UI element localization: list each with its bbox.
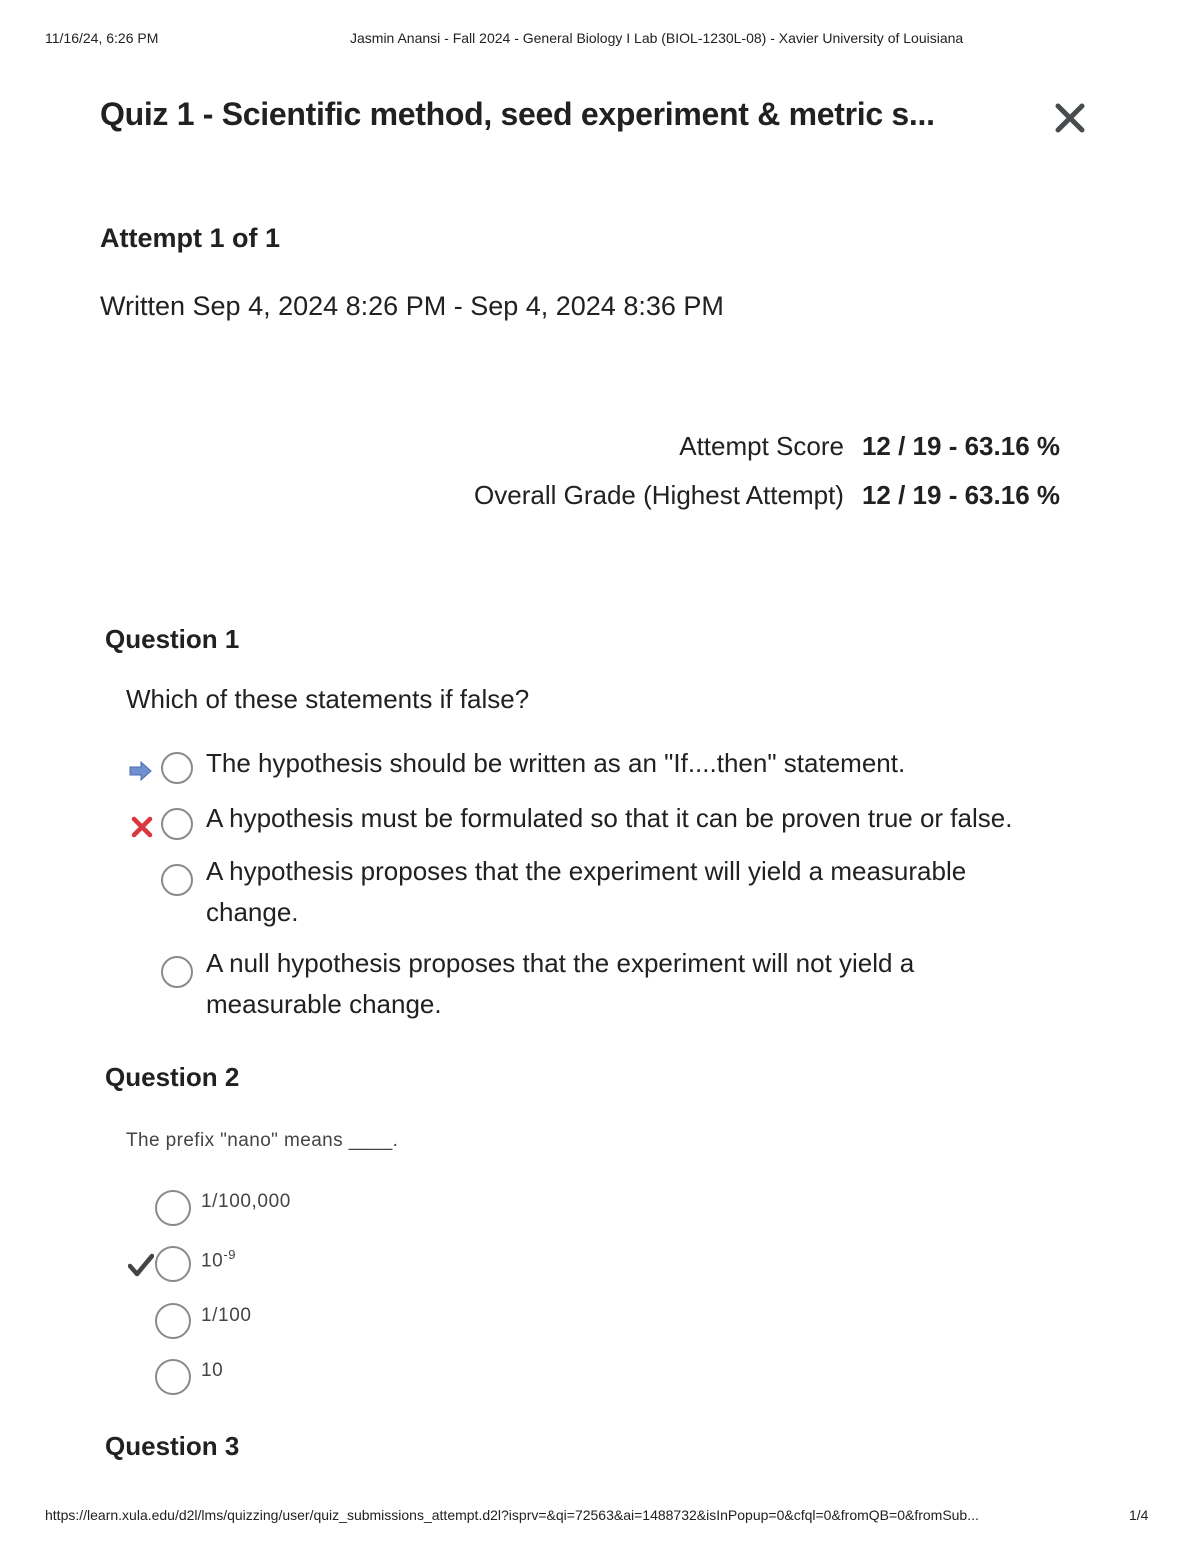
q1-option-1-radio[interactable] <box>161 752 193 784</box>
written-dates: Written Sep 4, 2024 8:26 PM - Sep 4, 2024 8:36 PM <box>100 291 724 321</box>
q2-option-3-radio[interactable] <box>155 1303 191 1339</box>
question-2-text: The prefix "nano" means ____. <box>126 1130 399 1151</box>
print-url: https://learn.xula.edu/d2l/lms/quizzing/user/quiz_submissions_attempt.d2l?isprv=&qi=72563&ai=1488732&isInPopup=0&cfql=0&fromQB=0&fromSub... <box>45 1507 979 1523</box>
attempt-score-label: Attempt Score <box>679 431 844 461</box>
close-icon <box>1050 98 1090 138</box>
print-page-title: Jasmin Anansi - Fall 2024 - General Biology I Lab (BIOL-1230L-08) - Xavier University of Louisiana <box>350 30 964 46</box>
correct-answer-arrow-icon <box>128 758 154 784</box>
close-button[interactable] <box>1050 98 1090 138</box>
quiz-title: Quiz 1 - Scientific method, seed experiment & metric s... <box>100 96 935 132</box>
question-2-title: Question 2 <box>105 1062 240 1092</box>
overall-grade-label: Overall Grade (Highest Attempt) <box>474 480 844 510</box>
print-page-number: 1/4 <box>1129 1507 1149 1523</box>
q2-option-2-label <box>201 1247 236 1272</box>
q2-option-2-base: 10 <box>201 1250 224 1272</box>
q2-option-2-exponent: -9 <box>223 1247 237 1262</box>
overall-grade-value: 12 / 19 - 63.16 % <box>861 480 1060 510</box>
question-1-title: Question 1 <box>105 624 240 654</box>
q1-option-1-label: The hypothesis should be written as an "If....then" statement. <box>206 748 906 778</box>
q2-option-1-radio[interactable] <box>155 1190 191 1226</box>
q1-option-3-label: A hypothesis proposes that the experiment will yield a measurable change. <box>206 856 967 927</box>
q1-option-2-label: A hypothesis must be formulated so that it can be proven true or false. <box>206 803 1013 833</box>
q2-option-1-label: 1/100,000 <box>201 1191 291 1212</box>
q1-option-3-radio[interactable] <box>161 864 193 896</box>
q1-option-4-label: A null hypothesis proposes that the experiment will not yield a measurable change. <box>206 948 915 1019</box>
question-1-text: Which of these statements if false? <box>126 684 530 714</box>
q2-option-4-label: 10 <box>201 1360 224 1381</box>
question-3-title: Question 3 <box>105 1431 240 1461</box>
q2-option-3-label: 1/100 <box>201 1305 252 1326</box>
attempt-score-row <box>300 431 1060 462</box>
q2-option-4-radio[interactable] <box>155 1359 191 1395</box>
attempt-score-value: 12 / 19 - 63.16 % <box>861 431 1060 461</box>
q2-option-2-radio[interactable] <box>155 1246 191 1282</box>
attempt-heading: Attempt 1 of 1 <box>100 223 281 253</box>
correct-checkmark-icon <box>128 1253 154 1279</box>
overall-grade-row <box>300 480 1060 511</box>
q1-option-4-radio[interactable] <box>161 956 193 988</box>
print-datetime: 11/16/24, 6:26 PM <box>45 30 159 46</box>
q1-option-2-radio[interactable] <box>161 808 193 840</box>
incorrect-x-icon <box>129 814 155 840</box>
